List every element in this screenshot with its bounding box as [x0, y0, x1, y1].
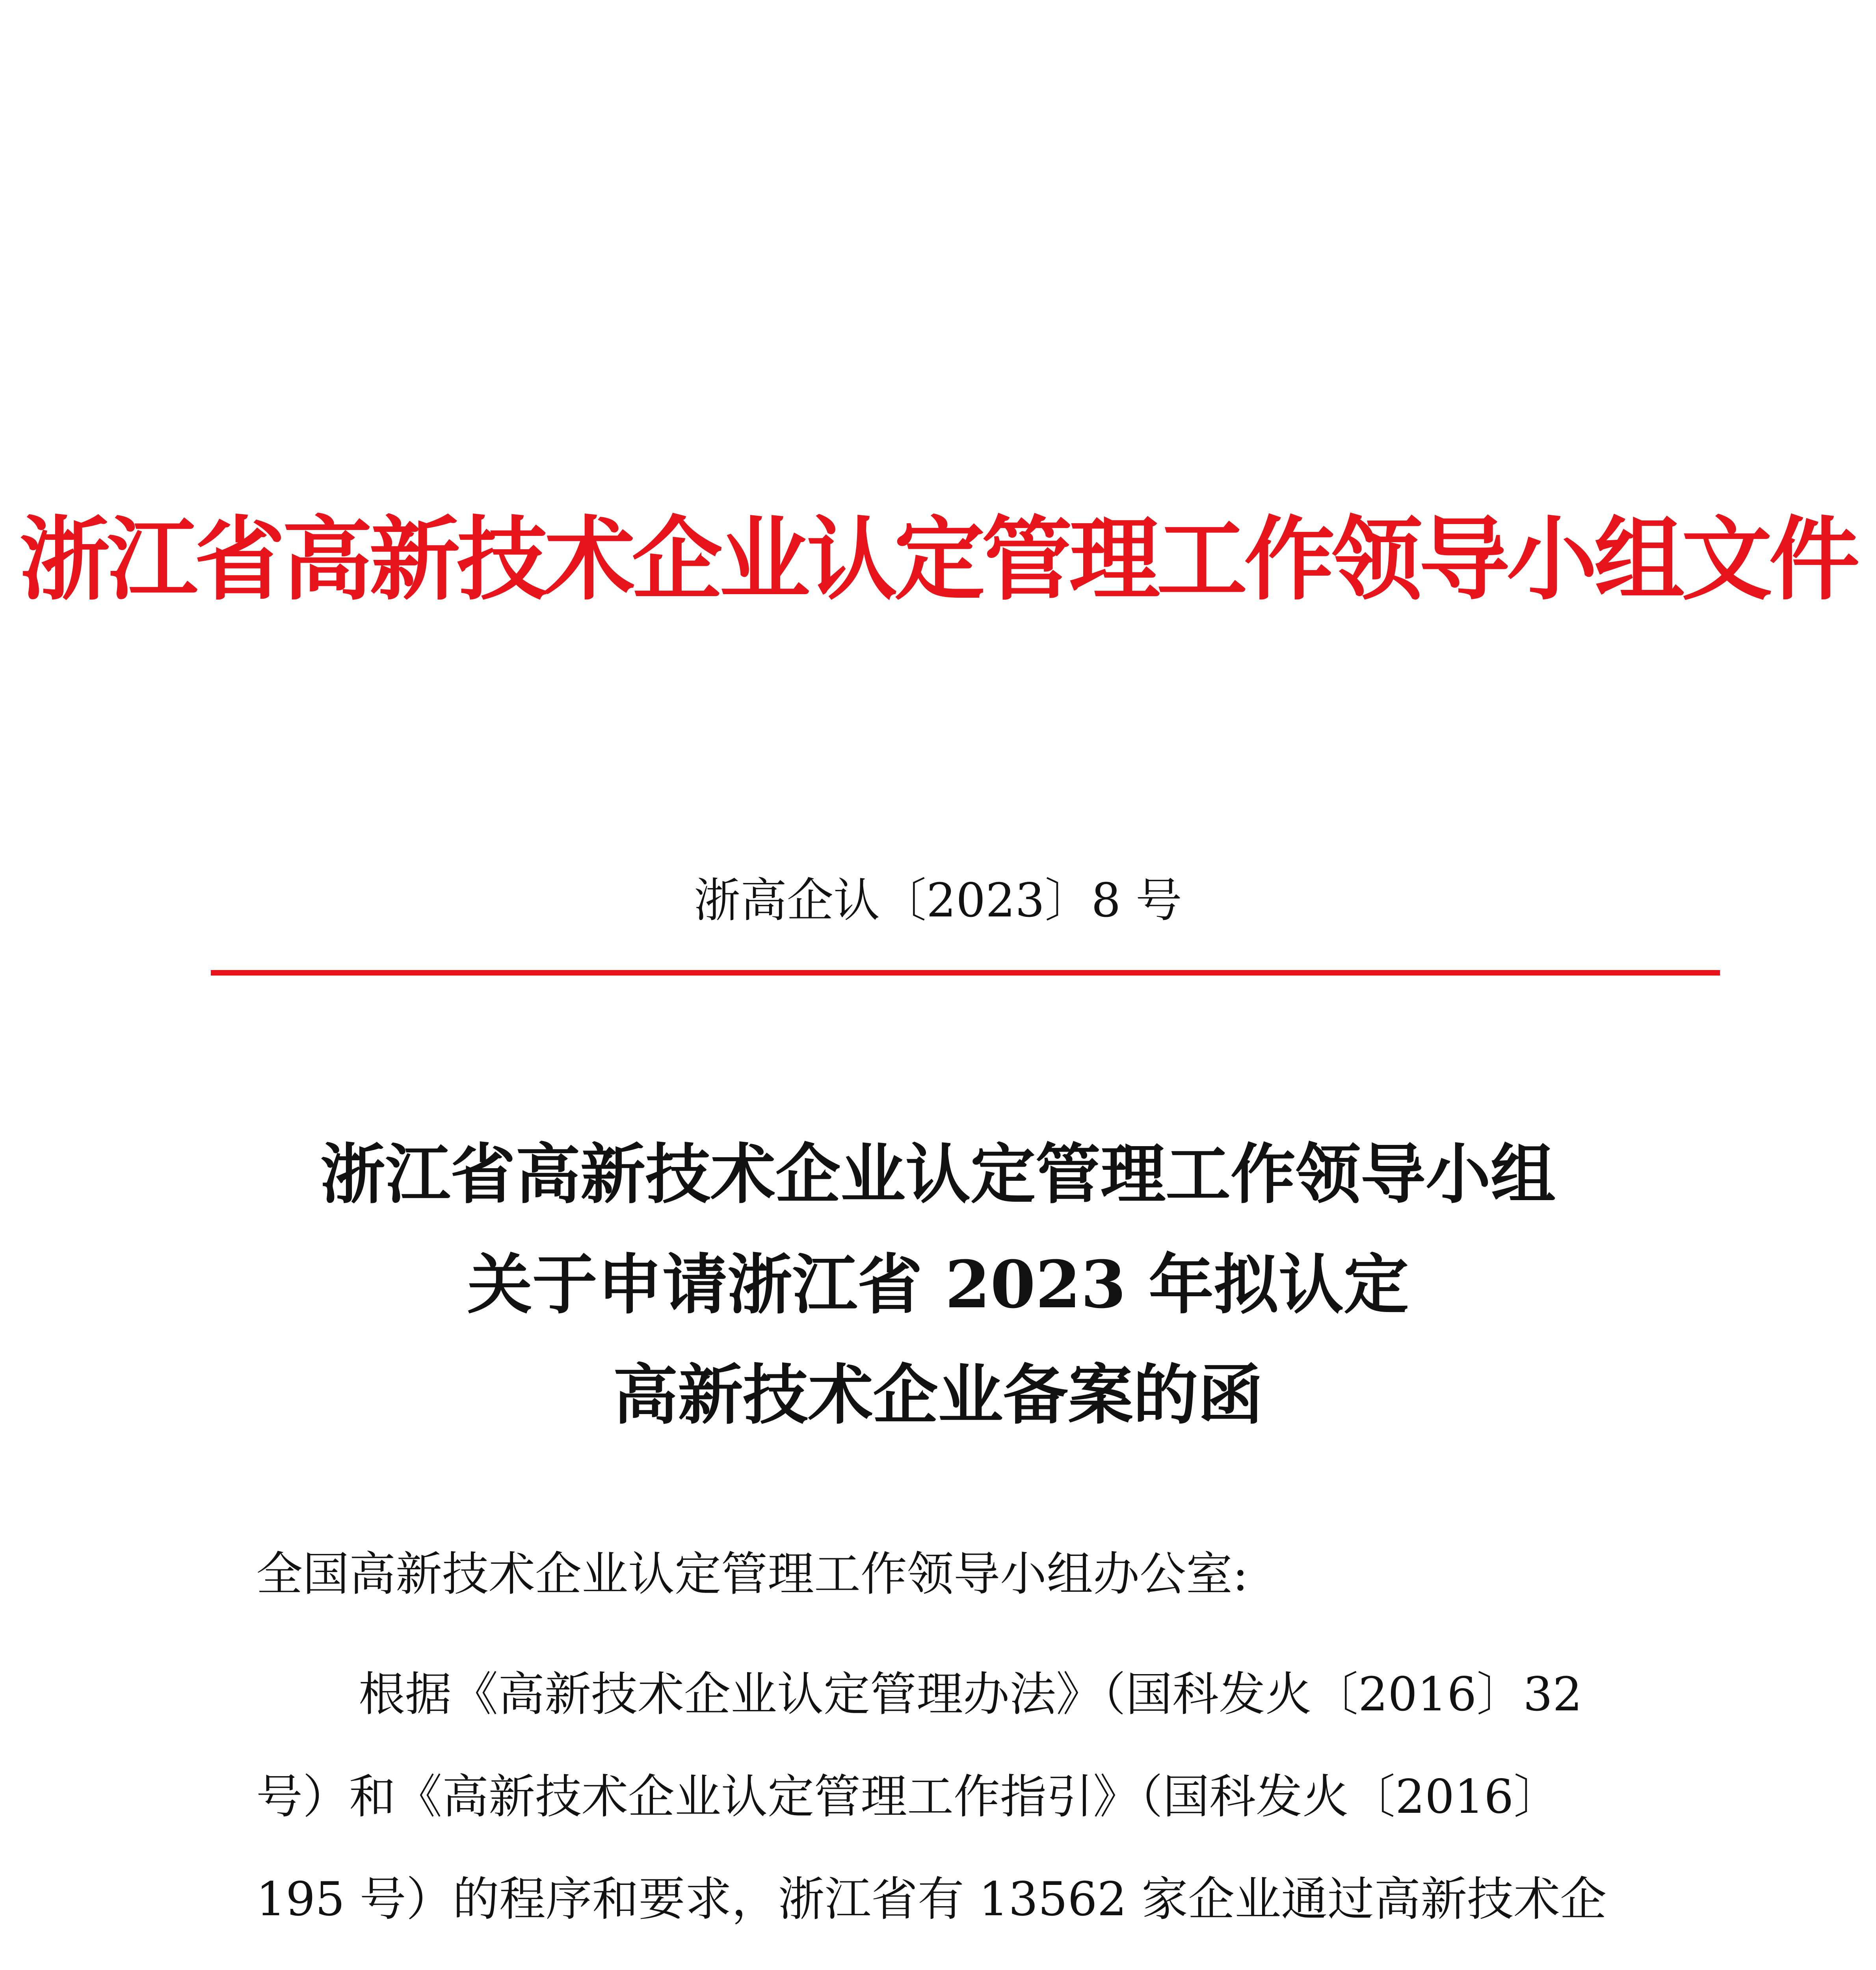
- document-title-line-2: 关于申请浙江省 2023 年拟认定: [467, 1246, 1409, 1323]
- salutation: 全国高新技术企业认定管理工作领导小组办公室:: [256, 1547, 1248, 1601]
- red-divider-line: [211, 970, 1720, 976]
- body-paragraph: 根据《高新技术企业认定管理办法》（国科发火〔2016〕32 号）和《高新技术企业认定管理工作指引》（国科发火〔2016〕195 号）的程序和要求，浙江省有 13562 家企业通过高新技术企: [256, 1667, 1607, 1926]
- document-title-line-3: 高新技术企业备案的函: [613, 1357, 1263, 1433]
- document-title-line-1: 浙江省高新技术企业认定管理工作领导小组: [320, 1136, 1556, 1212]
- document-number: 浙高企认〔2023〕8 号: [694, 873, 1182, 927]
- masthead-title: 浙江省高新技术企业认定管理工作领导小组文件: [19, 506, 1857, 613]
